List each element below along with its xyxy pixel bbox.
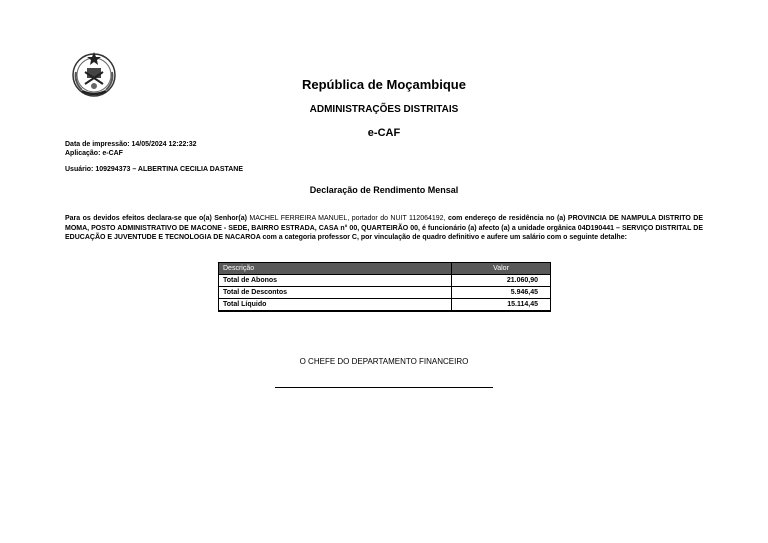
signature-title: O CHEFE DO DEPARTAMENTO FINANCEIRO	[299, 357, 469, 366]
row-value: 21.060,90	[452, 275, 551, 287]
column-header-description: Descrição	[219, 263, 452, 275]
table-row	[219, 299, 551, 312]
table-row	[219, 275, 551, 287]
row-value: 15.114,45	[452, 299, 551, 312]
user-label: Usuário: 109294373 – ALBERTINA CECILIA DASTANE	[65, 166, 244, 173]
declaration-intro: Para os devidos efeitos declara-se que o(a) Senhor(a)	[65, 215, 250, 222]
row-description: Total Líquido	[219, 299, 452, 312]
signature-line	[275, 387, 493, 388]
row-description: Total de Abonos	[219, 275, 452, 287]
administration-title: ADMINISTRAÇÕES DISTRITAIS	[309, 104, 459, 115]
declaration-name: MACHEL FERREIRA MANUEL, portador do NUIT 112064192,	[249, 215, 446, 222]
declaration-paragraph	[65, 214, 703, 243]
declaration-rest: com endereço de residência no (a) PROVINCIA DE NAMPULA DISTRITO DE MOMA, POSTO ADMINISTRATIVO DE MACONE - SEDE, BAIRRO ESTRADA, CASA n° 00, QUARTEIRÃO 00, é funcionário (a) afecto (a) a unidade orgânica 04D190441 – SERVIÇO DISTRITAL DE EDUCAÇÃO E JUVENTUDE E TECNOLOGIA DE NACAROA com a categoria professor C, por vinculação de quadro definitivo e aufere um salário com o seguinte detalhe:	[65, 215, 704, 242]
row-description: Total de Descontos	[219, 287, 452, 299]
print-date: Data de impressão: 14/05/2024 12:22:32	[65, 141, 197, 148]
application-label: Aplicação: e-CAF	[65, 150, 123, 157]
document-title: Declaração de Rendimento Mensal	[309, 185, 459, 195]
row-value: 5.946,45	[452, 287, 551, 299]
system-title: e-CAF	[367, 127, 401, 139]
column-header-value: Valor	[452, 263, 551, 275]
republic-title: República de Moçambique	[302, 77, 466, 92]
income-table	[218, 262, 551, 312]
table-row	[219, 287, 551, 299]
